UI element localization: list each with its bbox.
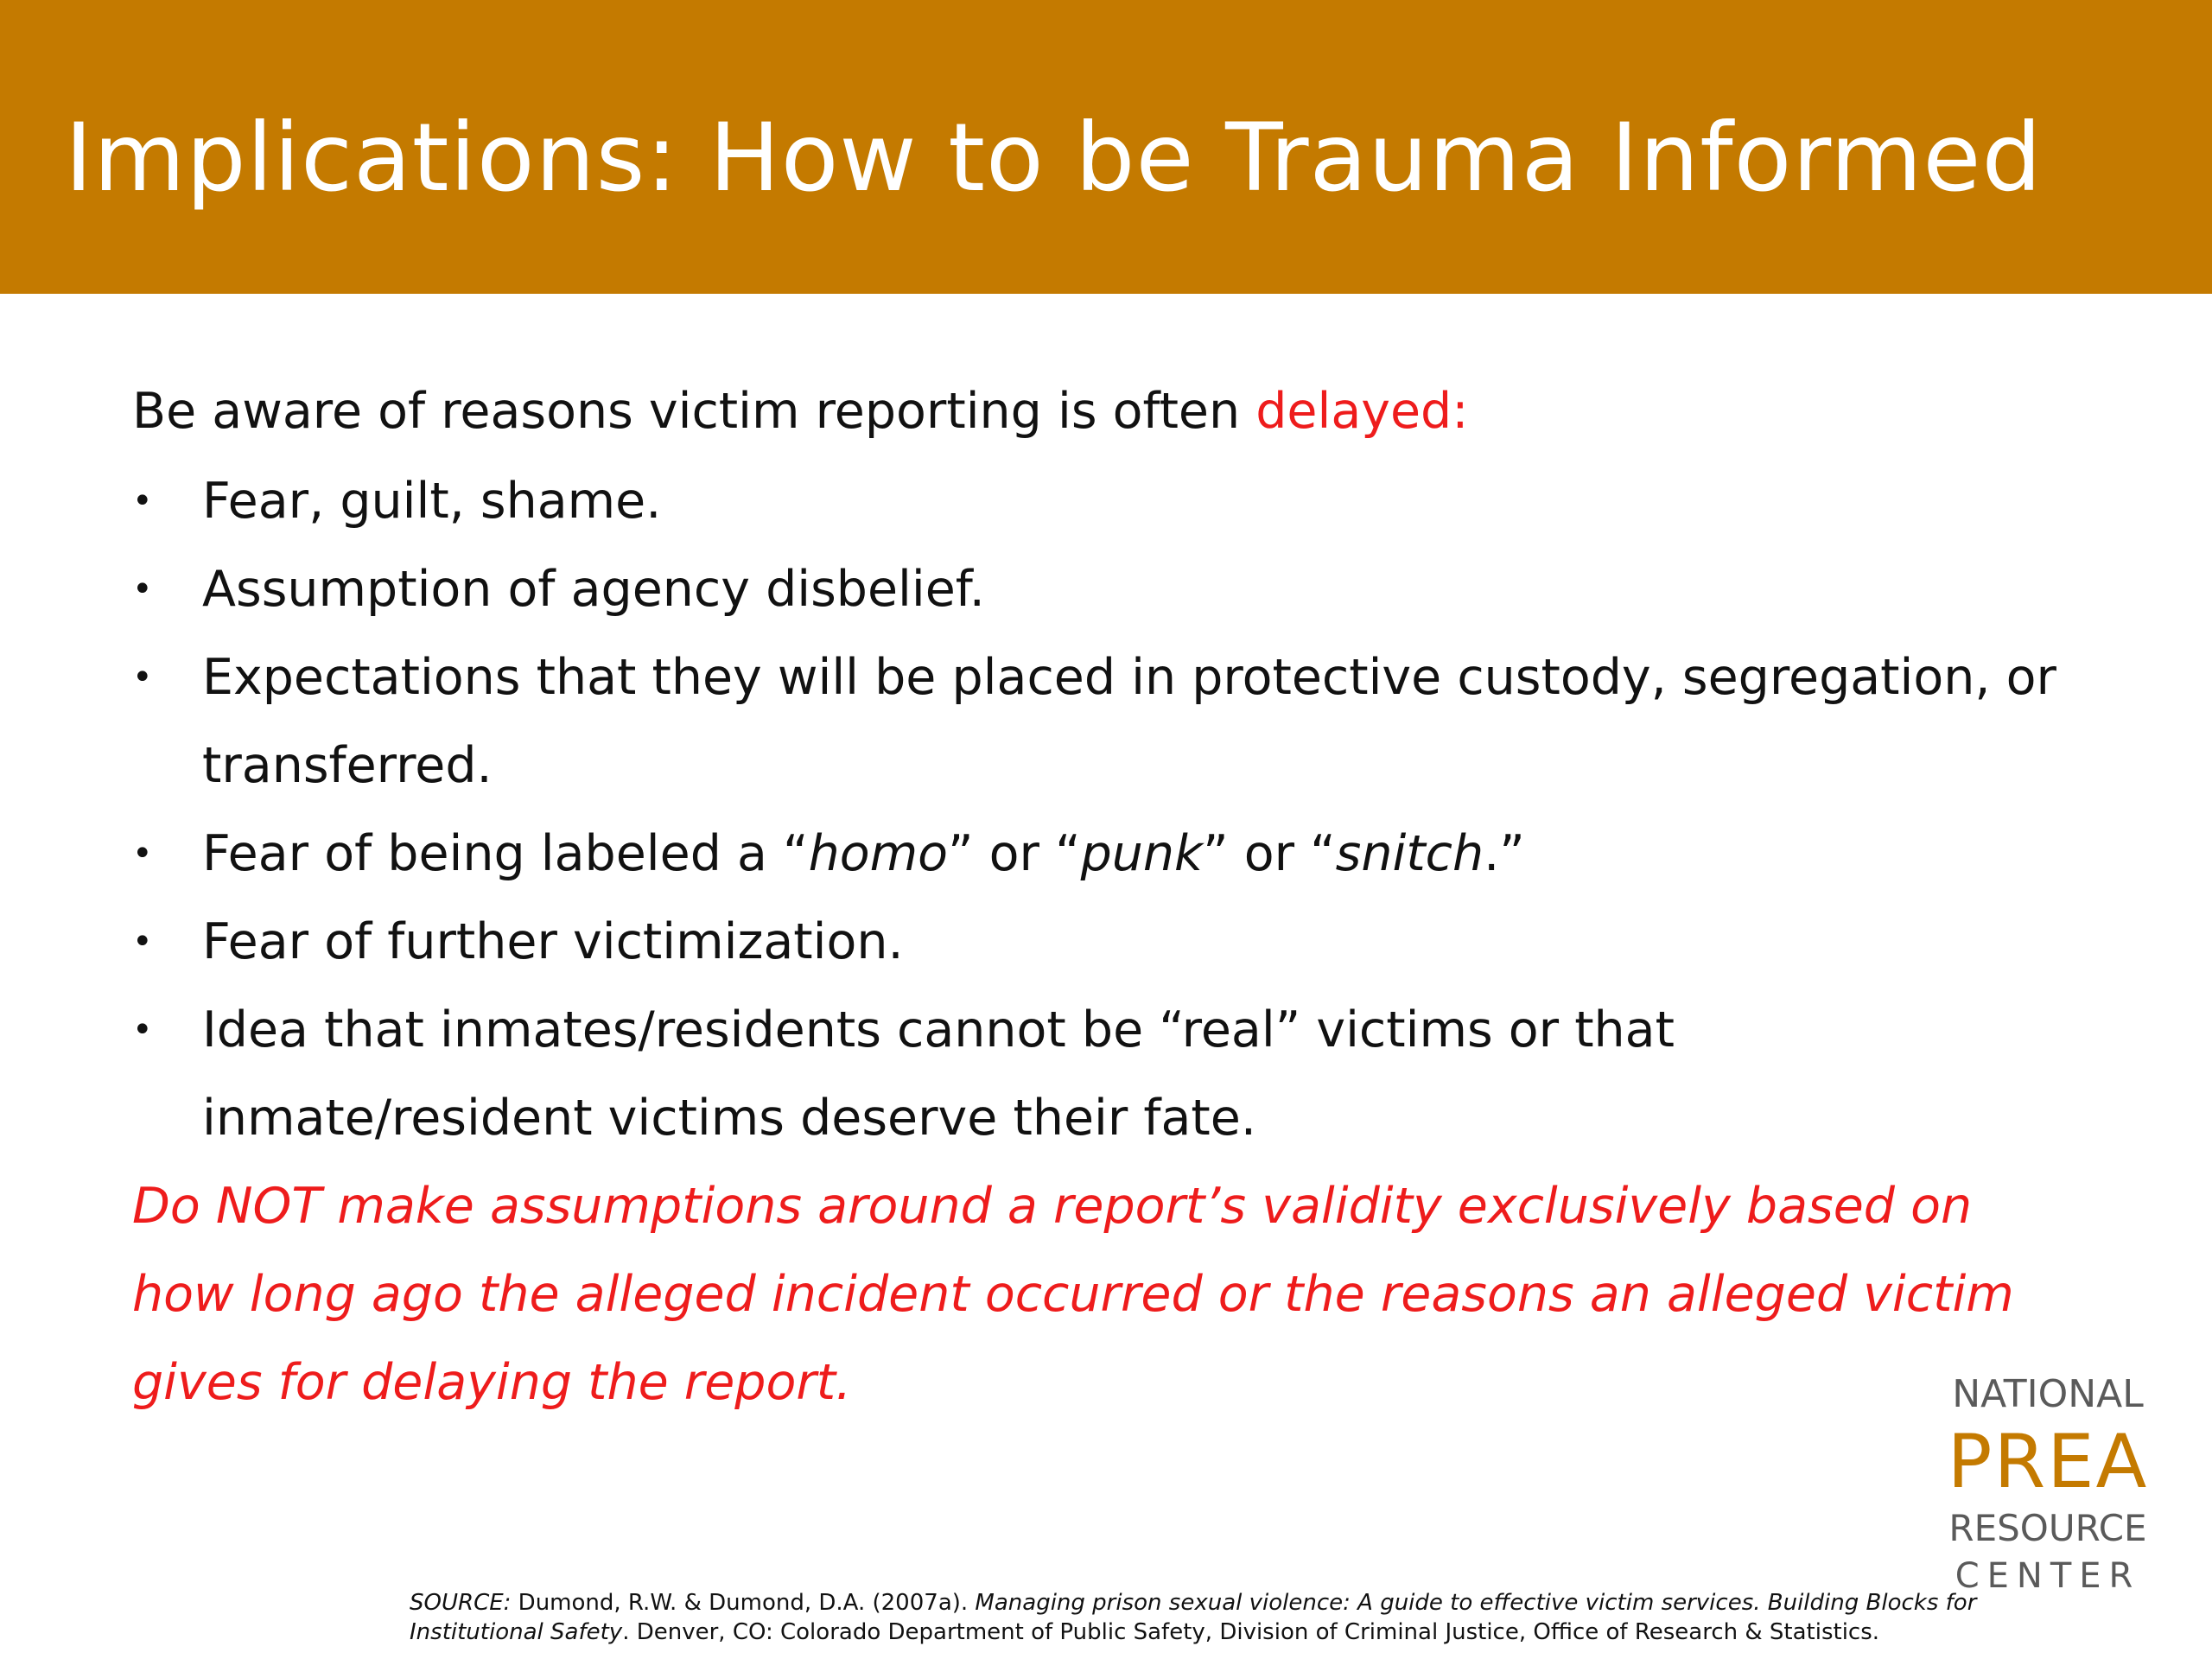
list-item-labeled: [202, 819, 1525, 888]
bullet-icon: •: [132, 658, 153, 697]
slide-title: Implications: How to be Trauma Informed: [65, 103, 2043, 213]
list-item-protective-custody-cont: transferred.: [202, 737, 493, 794]
source-line-2: [410, 1618, 2190, 1647]
source-series: Institutional Safety: [410, 1619, 623, 1645]
list-item-agency-disbelief: Assumption of agency disbelief.: [202, 561, 985, 618]
list-item-further-victimization: Fear of further victimization.: [202, 913, 904, 970]
list-item-real-victims: Idea that inmates/residents cannot be “real” victims or that: [202, 1001, 1675, 1058]
source-line-1: [410, 1588, 2190, 1618]
logo-center: CENTER: [1955, 1556, 2141, 1596]
bullet-icon: •: [132, 922, 153, 962]
labeled-text-3: ” or “: [1203, 825, 1336, 882]
warning-line-1: Do NOT make assumptions around a report’s validity exclusively based on: [132, 1178, 1973, 1235]
prea-logo: [1936, 1370, 2160, 1599]
labeled-text-4: .”: [1484, 825, 1525, 882]
bullet-icon: •: [132, 569, 153, 609]
intro-highlight: delayed:: [1255, 383, 1469, 440]
source-authors: Dumond, R.W. & Dumond, D.A. (2007a).: [511, 1590, 976, 1616]
title-banner: [0, 0, 2212, 294]
intro-line: [132, 377, 1468, 446]
bullet-icon: •: [132, 481, 153, 521]
list-item-protective-custody: Expectations that they will be placed in protective custody, segregation, or: [202, 649, 2056, 706]
labeled-term-homo: homo: [808, 825, 948, 882]
labeled-text-2: ” or “: [948, 825, 1081, 882]
logo-resource: RESOURCE: [1948, 1507, 2147, 1549]
logo-prea: PREA: [1947, 1419, 2149, 1505]
bullet-icon: •: [132, 834, 153, 874]
source-citation: [410, 1588, 2190, 1647]
list-item-fear-guilt-shame: Fear, guilt, shame.: [202, 473, 662, 530]
bullet-icon: •: [132, 1010, 153, 1050]
source-title: Managing prison sexual violence: A guide to effective victim services. Building Blocks for: [975, 1590, 1977, 1616]
logo-national: NATIONAL: [1952, 1372, 2144, 1416]
source-label: SOURCE:: [410, 1590, 512, 1616]
labeled-term-punk: punk: [1080, 825, 1204, 882]
list-item-real-victims-cont: inmate/resident victims deserve their fate.: [202, 1090, 1256, 1147]
warning-line-2: how long ago the alleged incident occurred or the reasons an alleged victim: [132, 1266, 2014, 1323]
intro-text: Be aware of reasons victim reporting is often: [132, 383, 1256, 440]
labeled-term-snitch: snitch: [1335, 825, 1484, 882]
labeled-text-1: Fear of being labeled a “: [202, 825, 809, 882]
source-publisher: . Denver, CO: Colorado Department of Public Safety, Division of Criminal Justice, Office of Research & Statistics.: [622, 1619, 1880, 1645]
warning-line-3: gives for delaying the report.: [132, 1354, 852, 1411]
